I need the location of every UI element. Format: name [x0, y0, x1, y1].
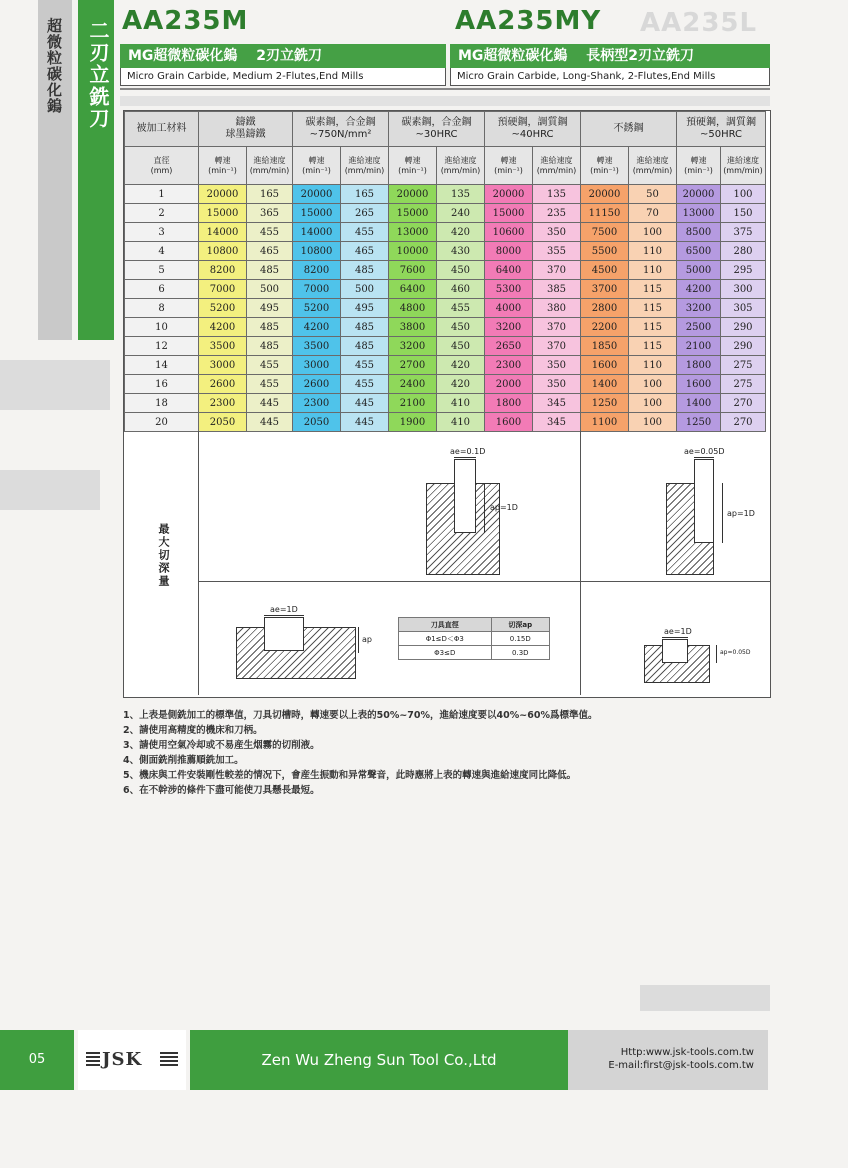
speed-cell: 10000 [389, 242, 437, 261]
speed-cell: 14000 [293, 223, 341, 242]
usage-notes [123, 708, 763, 798]
note-item: 3、請使用空氣冷却或不易産生烟霧的切削液。 [123, 740, 320, 751]
speed-cell: 3200 [485, 318, 533, 337]
speed-cell: 2500 [677, 318, 721, 337]
diameter-cell: 16 [125, 375, 199, 394]
feed-cell: 455 [247, 375, 293, 394]
feed-cell: 350 [533, 375, 581, 394]
speed-cell: 3500 [293, 337, 341, 356]
feed-cell: 420 [437, 223, 485, 242]
speed-cell: 15000 [293, 204, 341, 223]
feed-cell: 500 [341, 280, 389, 299]
mini-cell: Φ3≤D [399, 646, 492, 660]
feed-cell: 350 [533, 356, 581, 375]
speed-cell: 20000 [581, 185, 629, 204]
speed-cell: 13000 [389, 223, 437, 242]
table-row [125, 261, 766, 280]
speed-cell: 2700 [389, 356, 437, 375]
feed-cell: 485 [341, 261, 389, 280]
speed-cell: 5300 [485, 280, 533, 299]
speed-cell: 2650 [485, 337, 533, 356]
speed-cell: 20000 [677, 185, 721, 204]
speed-cell: 5000 [677, 261, 721, 280]
diameter-cell: 6 [125, 280, 199, 299]
diameter-cell: 2 [125, 204, 199, 223]
speed-cell: 2800 [581, 299, 629, 318]
feed-cell: 275 [721, 375, 766, 394]
feed-cell: 305 [721, 299, 766, 318]
product-name-cn-left: MG超微粒碳化鎢 2刃立銑刀 [120, 44, 446, 68]
feed-cell: 485 [341, 337, 389, 356]
ae-dimension-line-long [694, 457, 714, 458]
speed-cell: 15000 [389, 204, 437, 223]
speed-cell: 7600 [389, 261, 437, 280]
speed-header: 轉速 (min⁻¹) [485, 147, 533, 185]
speed-cell: 20000 [293, 185, 341, 204]
mini-cell: 0.3D [491, 646, 549, 660]
ap-label-slot-long: ap=0.05D [720, 649, 751, 656]
diameter-cell: 10 [125, 318, 199, 337]
speed-cell: 7000 [199, 280, 247, 299]
table-row [125, 394, 766, 413]
product-model-left: AA235M [122, 6, 249, 36]
sidebar-section-label: 二刃立銑刀 [86, 20, 110, 130]
cutting-conditions-panel [123, 110, 771, 698]
speed-cell: 4200 [293, 318, 341, 337]
feed-cell: 115 [629, 318, 677, 337]
feed-cell: 150 [721, 204, 766, 223]
speed-cell: 1900 [389, 413, 437, 432]
feed-cell: 100 [629, 223, 677, 242]
feed-cell: 270 [721, 394, 766, 413]
feed-header: 進給速度 (mm/min) [533, 147, 581, 185]
feed-header: 進給速度 (mm/min) [247, 147, 293, 185]
speed-cell: 2400 [389, 375, 437, 394]
max-depth-label: 最大切深量 [157, 523, 170, 588]
speed-cell: 14000 [199, 223, 247, 242]
ap-label-side-long: ap=1D [727, 509, 755, 518]
feed-cell: 115 [629, 280, 677, 299]
feed-cell: 165 [341, 185, 389, 204]
feed-cell: 295 [721, 261, 766, 280]
feed-cell: 300 [721, 280, 766, 299]
speed-cell: 4500 [581, 261, 629, 280]
table-row [125, 242, 766, 261]
feed-cell: 275 [721, 356, 766, 375]
feed-cell: 385 [533, 280, 581, 299]
material-stainless-steel: 不銹鋼 [581, 112, 677, 147]
feed-cell: 410 [437, 394, 485, 413]
ae-label-slot-long: ae=1D [664, 627, 692, 636]
feed-cell: 345 [533, 394, 581, 413]
logo-lines-left [86, 1052, 100, 1066]
table-spacer-cell [125, 432, 766, 441]
speed-cell: 1400 [677, 394, 721, 413]
speed-cell: 1800 [485, 394, 533, 413]
ap-dimension-line-slot-long [716, 645, 717, 663]
ae-dimension-line-slot-long [662, 637, 688, 638]
feed-cell: 450 [437, 261, 485, 280]
ae-label-side: ae=0.1D [450, 447, 486, 456]
feed-cell: 290 [721, 337, 766, 356]
speed-cell: 3800 [389, 318, 437, 337]
max-depth-label-cell [124, 431, 199, 695]
company-logo [78, 1030, 186, 1090]
speed-cell: 10800 [293, 242, 341, 261]
feed-cell: 270 [721, 413, 766, 432]
speed-cell: 13000 [677, 204, 721, 223]
feed-cell: 370 [533, 261, 581, 280]
feed-cell: 455 [341, 356, 389, 375]
end-mill-tool-diagram-long [694, 459, 714, 543]
ap-dimension-line [484, 483, 485, 533]
speed-cell: 1600 [581, 356, 629, 375]
speed-cell: 10800 [199, 242, 247, 261]
feed-cell: 350 [533, 223, 581, 242]
table-row [125, 299, 766, 318]
speed-cell: 5500 [581, 242, 629, 261]
header-divider [120, 88, 770, 90]
note-item: 4、側面銑削推薦順銑加工。 [123, 755, 244, 766]
feed-cell: 375 [721, 223, 766, 242]
speed-header: 轉速 (min⁻¹) [389, 147, 437, 185]
feed-cell: 50 [629, 185, 677, 204]
feed-cell: 165 [247, 185, 293, 204]
end-mill-tool-diagram [454, 459, 476, 533]
feed-cell: 485 [247, 261, 293, 280]
speed-cell: 2600 [199, 375, 247, 394]
feed-cell: 465 [341, 242, 389, 261]
material-prehardened-40hrc: 預硬鋼，調質鋼 ~40HRC [485, 112, 581, 147]
speed-header: 轉速 (min⁻¹) [581, 147, 629, 185]
speed-cell: 2300 [199, 394, 247, 413]
table-row [125, 356, 766, 375]
feed-cell: 110 [629, 261, 677, 280]
diameter-cell: 18 [125, 394, 199, 413]
product-name-en-left: Micro Grain Carbide, Medium 2-Flutes,End Mills [120, 68, 446, 86]
speed-cell: 3200 [389, 337, 437, 356]
note-item: 1、上表是側銑加工的標準值，刀具切槽時，轉速要以上表的50%~70%，進給速度要以40%~60%爲標準值。 [123, 710, 598, 721]
ae-label-side-long: ae=0.05D [684, 447, 725, 456]
product-name-cn-right: MG超微粒碳化鎢 長柄型2刃立銑刀 [450, 44, 770, 68]
table-row [125, 318, 766, 337]
feed-cell: 265 [341, 204, 389, 223]
note-item: 6、在不幹涉的條件下盡可能使刀具懸長最短。 [123, 785, 320, 796]
table-row [125, 223, 766, 242]
background-ghost-block [0, 470, 100, 510]
website-link[interactable]: Http:www.jsk-tools.com.tw [620, 1047, 754, 1058]
feed-header: 進給速度 (mm/min) [721, 147, 766, 185]
product-name-en-right: Micro Grain Carbide, Long-Shank, 2-Flutes,End Mills [450, 68, 770, 86]
feed-cell: 365 [247, 204, 293, 223]
mini-header-depth: 切深ap [491, 618, 549, 632]
feed-cell: 465 [247, 242, 293, 261]
speed-cell: 4000 [485, 299, 533, 318]
ap-label-side: ap=1D [490, 503, 518, 512]
speed-cell: 2000 [485, 375, 533, 394]
background-ghost-model: AA235L [640, 8, 758, 38]
feed-cell: 110 [629, 242, 677, 261]
speed-cell: 6400 [485, 261, 533, 280]
material-header: 被加工材料 [125, 112, 199, 147]
depth-by-diameter-table [398, 617, 550, 660]
feed-cell: 445 [247, 413, 293, 432]
speed-cell: 3000 [199, 356, 247, 375]
speed-cell: 20000 [199, 185, 247, 204]
mini-header-diameter: 刀具直徑 [399, 618, 492, 632]
speed-cell: 15000 [485, 204, 533, 223]
feed-cell: 380 [533, 299, 581, 318]
slot-tool-diagram-long [662, 639, 688, 663]
diameter-cell: 12 [125, 337, 199, 356]
feed-cell: 100 [629, 375, 677, 394]
speed-cell: 2050 [293, 413, 341, 432]
note-item: 2、請使用高精度的機床和刀柄。 [123, 725, 263, 736]
material-cast-iron: 鑄鐵 球墨鑄鐵 [199, 112, 293, 147]
feed-cell: 100 [629, 413, 677, 432]
feed-cell: 485 [247, 318, 293, 337]
feed-cell: 445 [341, 394, 389, 413]
speed-cell: 3000 [293, 356, 341, 375]
speed-cell: 4200 [199, 318, 247, 337]
depth-divider-h [198, 581, 770, 582]
material-carbon-steel-30hrc: 碳素鋼，合金鋼 ~30HRC [389, 112, 485, 147]
feed-cell: 370 [533, 337, 581, 356]
feed-cell: 455 [247, 356, 293, 375]
table-row [125, 280, 766, 299]
table-row [125, 413, 766, 432]
ae-dimension-line-slot [264, 615, 304, 616]
feed-cell: 420 [437, 356, 485, 375]
email-link[interactable]: E-mail:first@jsk-tools.com.tw [608, 1060, 754, 1071]
feed-cell: 455 [247, 223, 293, 242]
speed-cell: 1100 [581, 413, 629, 432]
ap-label-slot: ap [362, 635, 372, 644]
feed-cell: 70 [629, 204, 677, 223]
mini-cell: 0.15D [491, 632, 549, 646]
diameter-cell: 20 [125, 413, 199, 432]
logo-text: JSK [102, 1049, 143, 1070]
mini-cell: Φ1≤D＜Φ3 [399, 632, 492, 646]
feed-header: 進給速度 (mm/min) [437, 147, 485, 185]
feed-cell: 135 [533, 185, 581, 204]
cutting-conditions-table [124, 111, 766, 440]
speed-cell: 2100 [389, 394, 437, 413]
speed-cell: 3200 [677, 299, 721, 318]
speed-cell: 2050 [199, 413, 247, 432]
speed-cell: 1250 [581, 394, 629, 413]
feed-cell: 455 [341, 375, 389, 394]
feed-cell: 500 [247, 280, 293, 299]
depth-divider-v [580, 431, 581, 695]
feed-cell: 110 [629, 356, 677, 375]
table-row [125, 375, 766, 394]
speed-cell: 2300 [293, 394, 341, 413]
feed-cell: 430 [437, 242, 485, 261]
diameter-cell: 8 [125, 299, 199, 318]
feed-cell: 455 [437, 299, 485, 318]
feed-cell: 495 [341, 299, 389, 318]
feed-cell: 450 [437, 337, 485, 356]
feed-cell: 445 [341, 413, 389, 432]
speed-cell: 2200 [581, 318, 629, 337]
speed-cell: 10600 [485, 223, 533, 242]
product-model-right: AA235MY [455, 6, 602, 36]
page-number: 05 [0, 1030, 74, 1090]
feed-cell: 485 [247, 337, 293, 356]
feed-cell: 460 [437, 280, 485, 299]
table-row [125, 204, 766, 223]
speed-cell: 7000 [293, 280, 341, 299]
feed-cell: 495 [247, 299, 293, 318]
speed-header: 轉速 (min⁻¹) [677, 147, 721, 185]
feed-cell: 410 [437, 413, 485, 432]
diameter-header: 直徑 (mm) [125, 147, 199, 185]
speed-cell: 4200 [677, 280, 721, 299]
speed-cell: 3700 [581, 280, 629, 299]
feed-cell: 135 [437, 185, 485, 204]
material-prehardened-50hrc: 預硬鋼，調質鋼 ~50HRC [677, 112, 766, 147]
speed-cell: 5200 [293, 299, 341, 318]
header-grey-band [120, 96, 770, 106]
speed-cell: 5200 [199, 299, 247, 318]
speed-header: 轉速 (min⁻¹) [199, 147, 247, 185]
slot-tool-diagram [264, 617, 304, 651]
diameter-cell: 14 [125, 356, 199, 375]
feed-cell: 235 [533, 204, 581, 223]
speed-cell: 6400 [389, 280, 437, 299]
speed-cell: 8200 [199, 261, 247, 280]
speed-cell: 2300 [485, 356, 533, 375]
feed-cell: 485 [341, 318, 389, 337]
speed-cell: 1850 [581, 337, 629, 356]
speed-cell: 8200 [293, 261, 341, 280]
speed-cell: 3500 [199, 337, 247, 356]
ap-dimension-line-long [722, 483, 723, 543]
speed-cell: 1600 [677, 375, 721, 394]
logo-lines-right [160, 1052, 178, 1066]
ae-dimension-line [454, 457, 476, 458]
speed-cell: 20000 [485, 185, 533, 204]
feed-cell: 280 [721, 242, 766, 261]
table-row [125, 337, 766, 356]
note-item: 5、機床與工件安裝剛性較差的情况下，會産生振動和异常聲音，此時應將上表的轉速與進給速度同比降低。 [123, 770, 577, 781]
diameter-cell: 1 [125, 185, 199, 204]
table-spacer-row [125, 432, 766, 441]
diameter-cell: 4 [125, 242, 199, 261]
speed-cell: 1800 [677, 356, 721, 375]
table-row [125, 185, 766, 204]
feed-header: 進給速度 (mm/min) [629, 147, 677, 185]
speed-cell: 8500 [677, 223, 721, 242]
feed-cell: 445 [247, 394, 293, 413]
sidebar-category-label: 超微粒碳化鎢 [45, 18, 63, 114]
diameter-cell: 5 [125, 261, 199, 280]
speed-cell: 6500 [677, 242, 721, 261]
ae-label-slot: ae=1D [270, 605, 298, 614]
speed-cell: 1400 [581, 375, 629, 394]
speed-header: 轉速 (min⁻¹) [293, 147, 341, 185]
feed-cell: 115 [629, 337, 677, 356]
feed-cell: 370 [533, 318, 581, 337]
background-ghost-block [640, 985, 770, 1011]
speed-cell: 1600 [485, 413, 533, 432]
feed-cell: 100 [629, 394, 677, 413]
feed-header: 進給速度 (mm/min) [341, 147, 389, 185]
speed-cell: 8000 [485, 242, 533, 261]
speed-cell: 4800 [389, 299, 437, 318]
feed-cell: 420 [437, 375, 485, 394]
speed-cell: 11150 [581, 204, 629, 223]
feed-cell: 450 [437, 318, 485, 337]
speed-cell: 2600 [293, 375, 341, 394]
speed-cell: 15000 [199, 204, 247, 223]
background-ghost-block [0, 360, 110, 410]
speed-cell: 7500 [581, 223, 629, 242]
feed-cell: 115 [629, 299, 677, 318]
feed-cell: 240 [437, 204, 485, 223]
diameter-cell: 3 [125, 223, 199, 242]
speed-cell: 1250 [677, 413, 721, 432]
material-carbon-steel-750: 碳素鋼，合金鋼 ~750N/mm² [293, 112, 389, 147]
feed-cell: 290 [721, 318, 766, 337]
feed-cell: 345 [533, 413, 581, 432]
feed-cell: 100 [721, 185, 766, 204]
ap-dimension-line-slot [358, 627, 359, 653]
company-name: Zen Wu Zheng Sun Tool Co.,Ltd [190, 1030, 568, 1090]
feed-cell: 455 [341, 223, 389, 242]
speed-cell: 2100 [677, 337, 721, 356]
speed-cell: 20000 [389, 185, 437, 204]
contact-info [568, 1030, 768, 1090]
feed-cell: 355 [533, 242, 581, 261]
